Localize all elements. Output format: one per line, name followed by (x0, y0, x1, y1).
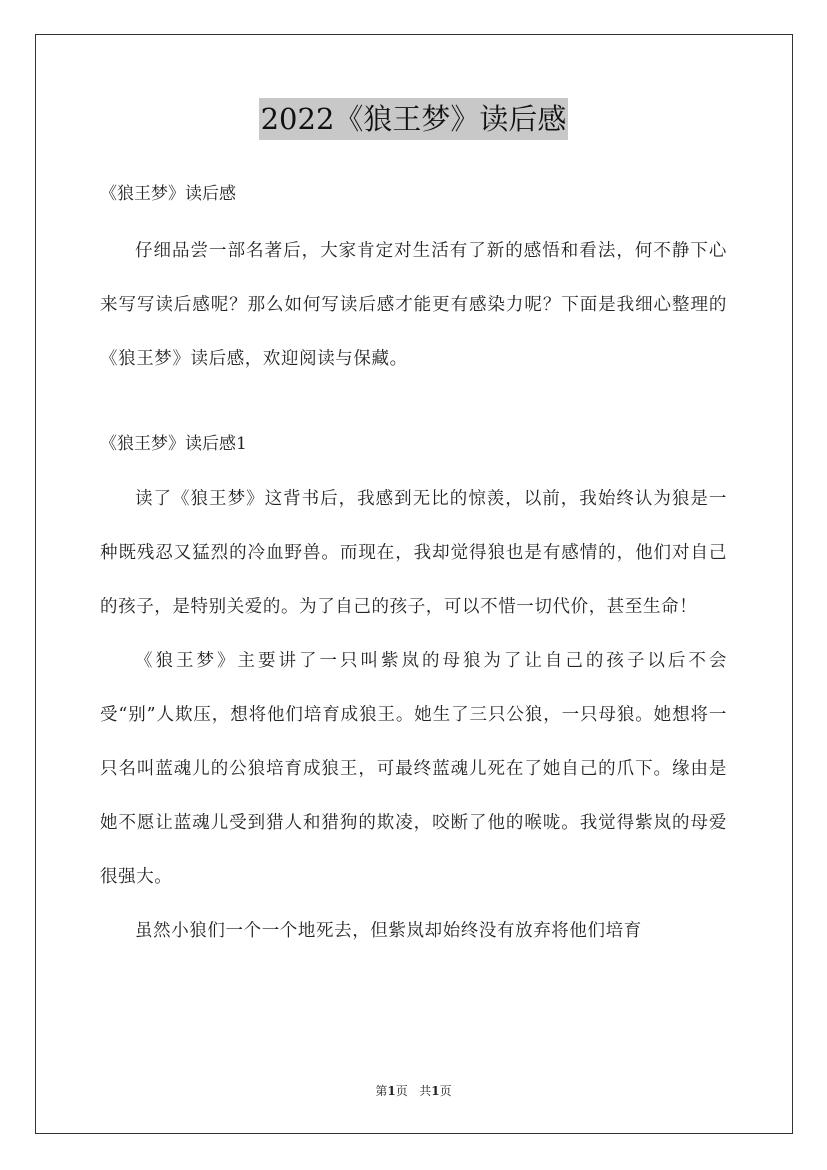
section-heading: 《狼王梦》读后感1 (100, 434, 247, 454)
title-container (0, 98, 827, 140)
document-title: 2022《狼王梦》读后感 (259, 98, 569, 140)
page-total: 共1页 (419, 1084, 452, 1098)
page-footer (0, 1082, 827, 1100)
intro-paragraph: 仔细品尝一部名著后，大家肯定对生活有了新的感悟和看法，何不静下心来写写读后感呢？那么如何写读后感才能更有感染力呢？下面是我细心整理的《狼王梦》读后感，欢迎阅读与保藏。 (100, 241, 727, 369)
document-body (100, 172, 727, 958)
body-paragraph: 虽然小狼们一个一个地死去，但紫岚却始终没有放弃将他们培育 (135, 921, 642, 941)
body-paragraph: 《狼王梦》主要讲了一只叫紫岚的母狼为了让自己的孩子以后不会受“别”人欺压，想将他们培育成狼王。她生了三只公狼，一只母狼。她想将一只名叫蓝魂儿的公狼培育成狼王，可最终蓝魂儿死在了她自己的爪下。缘由是她不愿让蓝魂儿受到猎人和猎狗的欺凌，咬断了他的喉咙。我觉得紫岚的母爱很强大。 (100, 651, 727, 887)
intro-heading: 《狼王梦》读后感 (100, 184, 236, 204)
body-paragraph: 读了《狼王梦》这背书后，我感到无比的惊羡，以前，我始终认为狼是一种既残忍又猛烈的冷血野兽。而现在，我却觉得狼也是有感情的，他们对自己的孩子，是特别关爱的。为了自己的孩子，可以不惜一切代价，甚至生命！ (100, 489, 727, 617)
page-number: 第1页 (375, 1084, 408, 1098)
